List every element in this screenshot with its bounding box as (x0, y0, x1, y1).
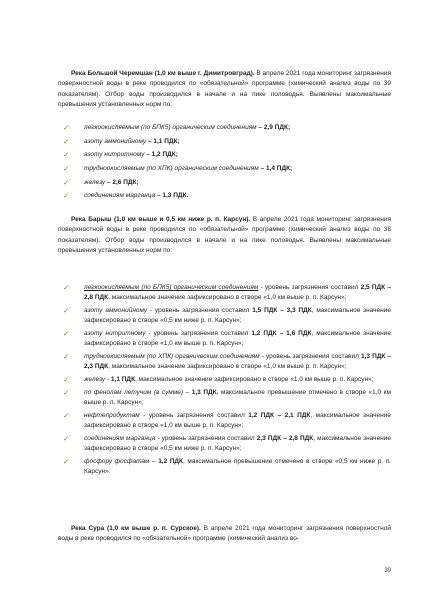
pollutant-value: 1,3 ПДК – 2,3 ПДК (84, 352, 391, 371)
pollutant-text: , максимальное превышение отмечено в створе «0,5 км ниже р. п. Карсун». (84, 457, 391, 475)
checkmark-icon: ✓ (63, 374, 70, 384)
pollutant-text: - уровень загрязнения составил (155, 434, 257, 442)
pollutant-name: соединениям марганца (84, 192, 156, 200)
pollutant-value: – 1,3 ПДК. (155, 192, 189, 200)
checkmark-icon: ✓ (63, 123, 70, 132)
pollutant-value: 1,5 ПДК – 3,3 ПДК (252, 306, 312, 314)
pollutant-text: - уровень загрязнения составил (147, 306, 253, 314)
pollutant-text: , максимальное значение зафиксировано в створе «0,5 км ниже р. п. Карсун»; (84, 434, 392, 452)
pollutant-text: , максимальное значение зафиксировано в створе «1,0 км выше р. п. Карсун»; (135, 375, 374, 383)
pollutant-name: азоту нитритному (84, 151, 145, 159)
pollutant-name: азоту нитритному (84, 329, 146, 337)
list-item (58, 150, 391, 160)
pollutant-value: – 2,6 ПДК; (105, 178, 139, 186)
pollutant-value: 2,3 ПДК – 2,8 ПДК (256, 434, 314, 442)
list-item (58, 306, 391, 327)
pollutant-value: – 1,1 ПДК; (146, 137, 180, 145)
exceedance-list-2 (58, 283, 391, 480)
pollutant-name: по фенолам летучим (в сумме) (84, 388, 184, 396)
pollutant-text: , максимальное значение зафиксировано в створе «1,0 км выше р. п. Карсун»; (84, 411, 392, 429)
pollutant-name: трудноокисляемым (по ХПК) органическим соединениям (84, 165, 259, 173)
pollutant-name: легкоокисляемым (по БПК5) органическим соединениям (84, 284, 259, 291)
checkmark-icon: ✓ (63, 410, 70, 420)
pollutant-value: 1,2 ПДК – 1,6 ПДК (251, 329, 312, 337)
pollutant-value: – 1,2 ПДК; (144, 151, 178, 159)
list-item (58, 411, 391, 432)
pollutant-text: - уровень загрязнения составил (139, 411, 249, 419)
checkmark-icon: ✓ (63, 433, 70, 443)
list-item (58, 329, 391, 350)
pollutant-value: 1,2 ПДК – 2,1 ПДК (248, 411, 311, 419)
pollutant-value: 1,1 ПДК (110, 375, 136, 383)
paragraph-bolshoy-cheremshan (58, 69, 391, 110)
checkmark-icon: ✓ (63, 150, 70, 160)
paragraph-heading: Река Большой Черемшан (1,0 км выше г. Димитровград). (71, 70, 255, 77)
list-item (58, 434, 391, 455)
paragraph-barysh (58, 215, 391, 256)
paragraph-sura (58, 524, 391, 545)
list-item (58, 137, 391, 147)
paragraph-heading: Река Сура (1,0 км выше р. п. Сурское). (71, 525, 201, 532)
pollutant-name: нефтепродуктам (84, 411, 140, 419)
checkmark-icon: ✓ (63, 305, 70, 315)
pollutant-text: , максимальное значение зафиксировано в створе «0,5 км ниже р. п. Карсун»; (84, 306, 392, 325)
checkmark-icon: ✓ (63, 136, 70, 146)
pollutant-value: – 1,4 ПДК; (258, 165, 293, 173)
list-item (58, 283, 391, 304)
list-item (58, 352, 391, 373)
list-item (58, 375, 391, 385)
list-item (58, 457, 391, 478)
pollutant-text: - уровень загрязнения составил (259, 352, 361, 360)
checkmark-icon: ✓ (63, 177, 70, 187)
list-item (58, 191, 391, 201)
pollutant-text: , максимальное значение зафиксировано в створе «1,0 км выше р. п. Карсун»; (108, 363, 347, 371)
pollutant-value: 1,2 ПДК (158, 457, 184, 465)
pollutant-value: 2,5 ПДК – 2,8 ПДК (84, 284, 391, 302)
paragraph-text: В апреле 2021 года мониторинг загрязнения поверхностной воды в реке проводился по «обязательной» программе (химический анализ во- (58, 525, 391, 543)
paragraph-heading: Река Барыш (1,0 км выше и 0,5 км ниже р. п. Карсун). (71, 216, 251, 223)
list-item (58, 164, 391, 174)
list-item (58, 123, 391, 133)
pollutant-name: трудноокисляемым (по ХПК) органическим соединениям (84, 352, 260, 360)
paragraph-text: В апреле 2021 года мониторинг загрязнения поверхностной воды в реке проводился по «обязательной» программе (химический анализ воды по 39 показателям). Отбор воды производился в начале и на пике половодья. Выявлены максимальные превышения установленных норм по: (58, 70, 391, 108)
pollutant-name: железу (84, 178, 106, 186)
pollutant-text: , максимальное превышение отмечено в створе «1,0 км выше р. п. Карсун»; (84, 388, 391, 406)
checkmark-icon: ✓ (63, 456, 70, 466)
checkmark-icon: ✓ (63, 164, 70, 174)
checkmark-icon: ✓ (63, 328, 70, 338)
checkmark-icon: ✓ (63, 387, 70, 397)
checkmark-icon: ✓ (63, 283, 70, 292)
pollutant-name: легкоокисляемым (по БПК5) органическим соединениям (84, 124, 257, 131)
pollutant-text: - (105, 375, 111, 383)
pollutant-name: фосфору фосфатам (84, 457, 150, 465)
pollutant-value: – 2,9 ПДК; (256, 124, 291, 131)
page-number: 39 (384, 568, 391, 574)
pollutant-text: – (149, 457, 159, 465)
paragraph-text: В апреле 2021 года мониторинг загрязнения поверхностной воды в реке проводился по «обязательной» программе (химический анализ воды по 38 показателям). Отбор воды производился в начале и на пике половодья. Выявлены максимальные превышения установленных норм по: (58, 216, 391, 254)
pollutant-value: 1,3 ПДК (191, 388, 217, 396)
pollutant-text: - уровень загрязнения составил (145, 329, 252, 337)
pollutant-name: азоту аммонийному (84, 137, 147, 145)
pollutant-text: - уровень загрязнения составил (258, 284, 361, 291)
pollutant-text: , максимальное значение зафиксировано в створе «1,0 км выше р. п. Карсун»; (84, 329, 392, 348)
list-item (58, 178, 391, 188)
pollutant-text: – (183, 388, 192, 396)
list-item (58, 388, 391, 409)
pollutant-text: , максимальное значение зафиксировано в створе «1,0 км выше р. п. Карсун»; (108, 294, 347, 302)
checkmark-icon: ✓ (63, 191, 70, 201)
pollutant-name: азоту аммонийному (84, 306, 148, 314)
checkmark-icon: ✓ (63, 351, 70, 361)
pollutant-name: соединениям марганца (84, 434, 156, 442)
pollutant-name: железу (84, 375, 106, 383)
exceedance-list-1 (58, 123, 391, 205)
